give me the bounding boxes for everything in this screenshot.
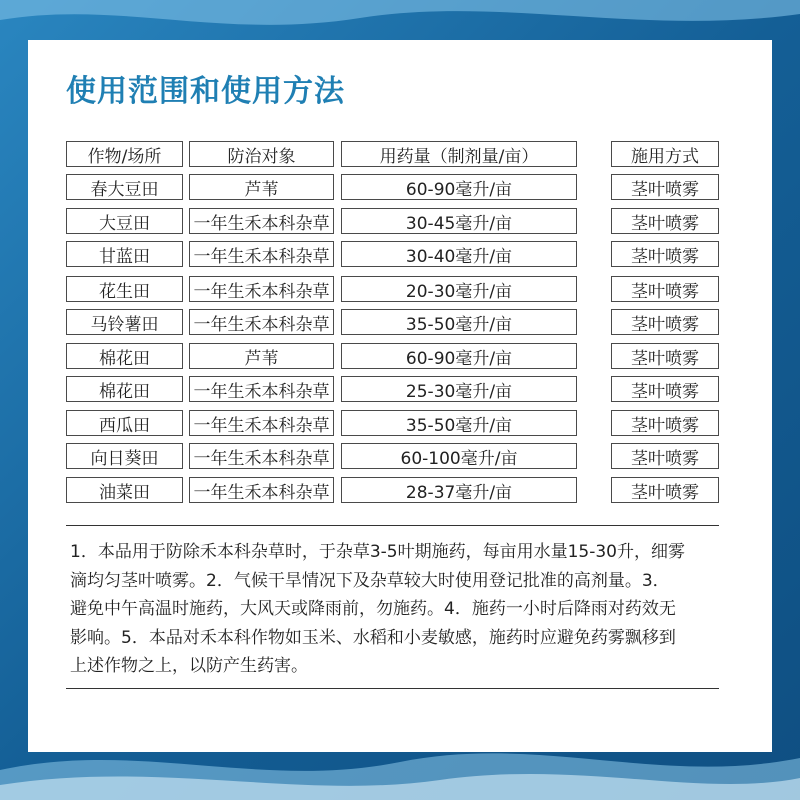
cell-method: 茎叶喷雾	[611, 208, 719, 234]
cell-target: 一年生禾本科杂草	[189, 276, 334, 302]
table-row	[28, 208, 772, 234]
cell-crop: 马铃薯田	[66, 309, 183, 335]
header-method: 施用方式	[611, 141, 719, 167]
note-line: 滴均匀茎叶喷雾。2．气候干旱情况下及杂草较大时使用登记批准的高剂量。3．	[70, 570, 670, 591]
cell-dosage: 30-45毫升/亩	[341, 208, 577, 234]
table-row	[28, 376, 772, 402]
cell-method: 茎叶喷雾	[611, 276, 719, 302]
cell-method: 茎叶喷雾	[611, 477, 719, 503]
cell-target: 一年生禾本科杂草	[189, 241, 334, 267]
cell-method: 茎叶喷雾	[611, 241, 719, 267]
header-dosage: 用药量（制剂量/亩）	[341, 141, 577, 167]
note-line: 影响。5．本品对禾本科作物如玉米、水稻和小麦敏感，施药时应避免药雾飘移到	[70, 627, 676, 648]
cell-crop: 西瓜田	[66, 410, 183, 436]
header-target: 防治对象	[189, 141, 334, 167]
cell-target: 一年生禾本科杂草	[189, 443, 334, 469]
cell-target: 一年生禾本科杂草	[189, 208, 334, 234]
cell-dosage: 25-30毫升/亩	[341, 376, 577, 402]
cell-target: 芦苇	[189, 343, 334, 369]
table-row	[28, 174, 772, 200]
cell-method: 茎叶喷雾	[611, 174, 719, 200]
table-row	[28, 477, 772, 503]
cell-dosage: 60-90毫升/亩	[341, 174, 577, 200]
cell-dosage: 35-50毫升/亩	[341, 309, 577, 335]
table-row	[28, 343, 772, 369]
usage-notes	[70, 538, 720, 681]
page-title: 使用范围和使用方法	[66, 74, 345, 109]
cell-dosage: 35-50毫升/亩	[341, 410, 577, 436]
cell-crop: 花生田	[66, 276, 183, 302]
cell-method: 茎叶喷雾	[611, 410, 719, 436]
cell-crop: 向日葵田	[66, 443, 183, 469]
cell-crop: 春大豆田	[66, 174, 183, 200]
note-line: 1．本品用于防除禾本科杂草时，于杂草3-5叶期施药，每亩用水量15-30升，细雾	[70, 542, 685, 562]
cell-crop: 大豆田	[66, 208, 183, 234]
table-header-row	[28, 141, 772, 167]
cell-target: 芦苇	[189, 174, 334, 200]
cell-target: 一年生禾本科杂草	[189, 376, 334, 402]
cell-target: 一年生禾本科杂草	[189, 309, 334, 335]
cell-dosage: 20-30毫升/亩	[341, 276, 577, 302]
header-crop: 作物/场所	[66, 141, 183, 167]
content-card	[28, 40, 772, 752]
table-row	[28, 443, 772, 469]
cell-method: 茎叶喷雾	[611, 309, 719, 335]
top-divider	[66, 525, 719, 526]
table-row	[28, 410, 772, 436]
table-row	[28, 309, 772, 335]
bottom-divider	[66, 688, 719, 689]
cell-method: 茎叶喷雾	[611, 443, 719, 469]
note-line: 避免中午高温时施药，大风天或降雨前，勿施药。4．施药一小时后降雨对药效无	[70, 599, 676, 619]
cell-crop: 油菜田	[66, 477, 183, 503]
cell-dosage: 30-40毫升/亩	[341, 241, 577, 267]
cell-dosage: 28-37毫升/亩	[341, 477, 577, 503]
cell-crop: 棉花田	[66, 376, 183, 402]
cell-method: 茎叶喷雾	[611, 343, 719, 369]
cell-dosage: 60-100毫升/亩	[341, 443, 577, 469]
table-row	[28, 241, 772, 267]
cell-crop: 甘蓝田	[66, 241, 183, 267]
cell-crop: 棉花田	[66, 343, 183, 369]
cell-target: 一年生禾本科杂草	[189, 410, 334, 436]
cell-dosage: 60-90毫升/亩	[341, 343, 577, 369]
cell-target: 一年生禾本科杂草	[189, 477, 334, 503]
cell-method: 茎叶喷雾	[611, 376, 719, 402]
table-row	[28, 276, 772, 302]
note-line: 上述作物之上，以防产生药害。	[70, 656, 308, 676]
